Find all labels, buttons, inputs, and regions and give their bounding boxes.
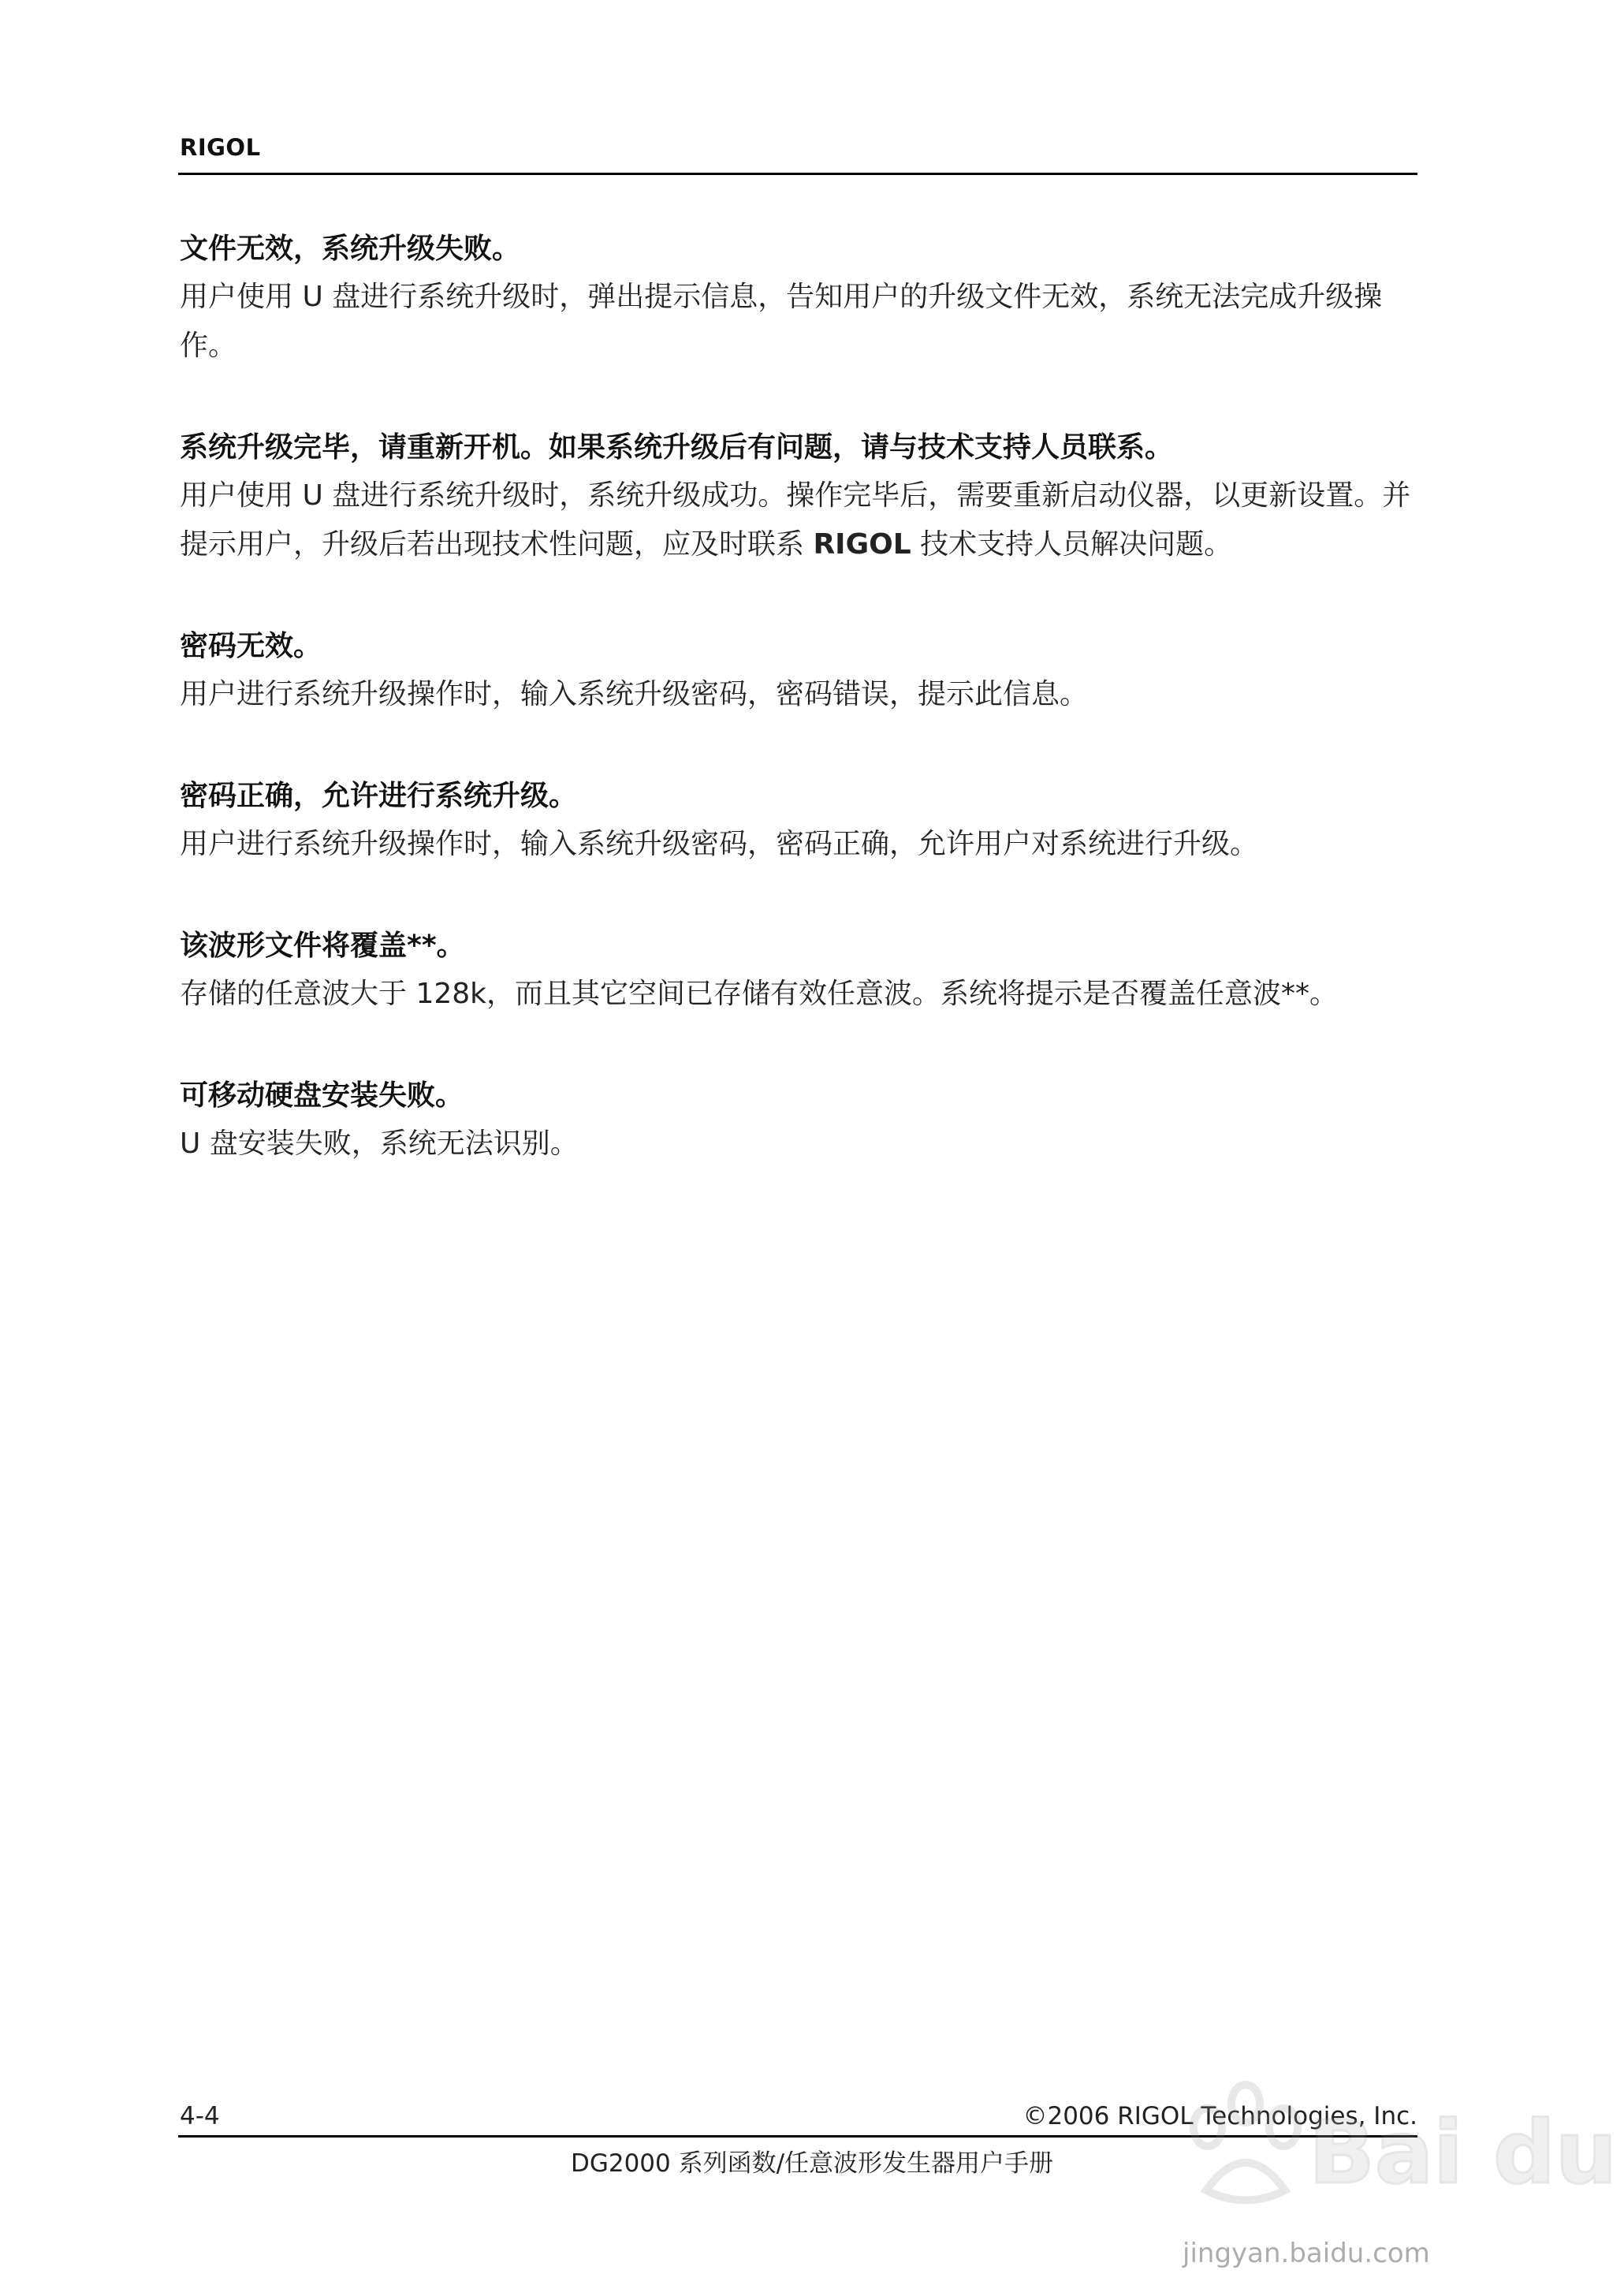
baidu-paw-logo-icon bbox=[1159, 2072, 1618, 2230]
footer-copyright: ©2006 RIGOL Technologies, Inc. bbox=[1022, 2102, 1417, 2130]
message-item bbox=[180, 1072, 1417, 1168]
footer-manual-title: DG2000 系列函数/任意波形发生器用户手册 bbox=[570, 2149, 1054, 2178]
watermark-url: jingyan.baidu.com bbox=[1183, 2238, 1430, 2269]
message-title: 系统升级完毕，请重新开机。如果系统升级后有问题，请与技术支持人员联系。 bbox=[180, 431, 1174, 464]
message-description bbox=[180, 472, 1417, 569]
svg-text:Bai du: Bai du bbox=[1309, 2102, 1618, 2203]
message-item bbox=[180, 424, 1417, 569]
page-number: 4-4 bbox=[180, 2102, 220, 2130]
message-list bbox=[180, 226, 1417, 1222]
inline-brand: RIGOL bbox=[813, 528, 911, 561]
description-text: 技术支持人员解决问题。 bbox=[911, 528, 1233, 561]
message-title: 该波形文件将覆盖**。 bbox=[180, 930, 465, 962]
message-description: 用户使用 U 盘进行系统升级时，弹出提示信息，告知用户的升级文件无效，系统无法完成升级操作。 bbox=[180, 281, 1383, 362]
message-item bbox=[180, 623, 1417, 719]
message-description: 用户进行系统升级操作时，输入系统升级密码，密码正确，允许用户对系统进行升级。 bbox=[180, 828, 1259, 860]
header-rule bbox=[178, 173, 1417, 175]
description-text: 用户使用 U 盘进行系统升级时，系统升级成功。操作完毕后，需要重新启动仪器，以更新设置。并提示用户，升级后若出现技术性问题，应及时联系 bbox=[180, 479, 1411, 561]
header-brand: RIGOL bbox=[180, 134, 261, 161]
message-description: 用户进行系统升级操作时，输入系统升级密码，密码错误，提示此信息。 bbox=[180, 678, 1089, 710]
message-item bbox=[180, 773, 1417, 869]
message-title: 密码正确，允许进行系统升级。 bbox=[180, 780, 578, 812]
message-title: 文件无效，系统升级失败。 bbox=[180, 233, 521, 265]
message-title: 可移动硬盘安装失败。 bbox=[180, 1079, 464, 1112]
message-item bbox=[180, 226, 1417, 371]
message-description: 存储的任意波大于 128k，而且其它空间已存储有效任意波。系统将提示是否覆盖任意波**。 bbox=[180, 978, 1339, 1010]
message-description: U 盘安装失败，系统无法识别。 bbox=[180, 1128, 579, 1160]
message-title: 密码无效。 bbox=[180, 630, 322, 662]
message-item bbox=[180, 922, 1417, 1019]
